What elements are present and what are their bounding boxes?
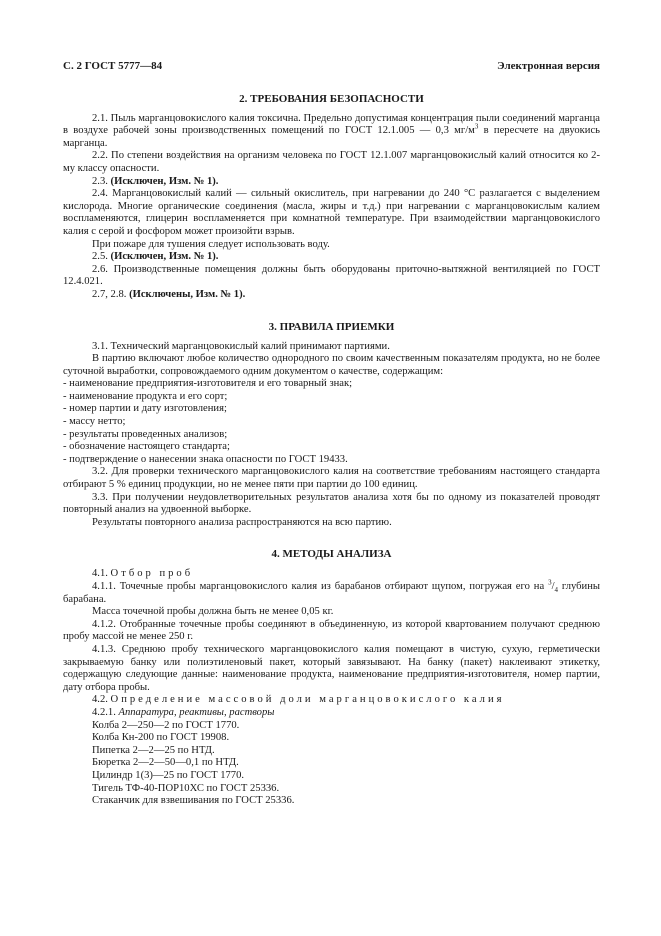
para-4-1-3: 4.1.3. Среднюю пробу технического марганцовокислого калия помещают в чистую, сухую, герметически закрываемую банку или полиэтиленовый пакет, который завязывают. На банку (пакет) наклеивают этикетку, содержащую следующие данные: наименование продукта, наименование предприятия-изготовителя, номер партии, дату отбора пробы. xyxy=(63,643,600,693)
para-4-1: 4.1. Отбор проб xyxy=(92,568,194,580)
para-2-1: 2.1. Пыль марганцовокислого калия токсична. Предельно допустимая концентрация пыли соединений марганца в воздухе рабочей зоны производственных помещений по ГОСТ 12.1.005 — 0,3 $мг/м^3$ в пересчете на двуокись марганца. xyxy=(63,112,600,149)
para-2-6: 2.6. Производственные помещения должны быть оборудованы приточно-вытяжной вентиляцией по ГОСТ 12.4.021. xyxy=(63,263,600,288)
para-3-1-batch: В партию включают любое количество однородного по своим качественным показателям продукта, но не более суточной выработки, сопровождаемого одним документом о качестве, содержащим: xyxy=(63,353,600,377)
list-item: - наименование продукта и его сорт; xyxy=(63,390,228,402)
section-2-title: 2. ТРЕБОВАНИЯ БЕЗОПАСНОСТИ xyxy=(239,92,424,105)
list-item: - подтверждение о нанесении знака опасности по ГОСТ 19433. xyxy=(63,453,348,465)
equipment-item: Пипетка 2—2—25 по НТД. xyxy=(92,744,215,756)
equipment-item: Цилиндр 1(3)—25 по ГОСТ 1770. xyxy=(92,769,245,781)
para-2-7-2-8: 2.7, 2.8. (Исключены, Изм. № 1). xyxy=(92,288,246,300)
header-version: Электронная версия xyxy=(497,60,600,72)
list-item: - обозначение настоящего стандарта; xyxy=(63,441,230,453)
para-2-4: 2.4. Марганцовокислый калий — сильный окислитель, при нагревании до 240 °С разлагается с выделением кислорода. Многие органические соединения (масла, жиры и т.д.) при нагревании с марганцовокислым калием воспламеняются, глицерин воспламеняется при комнатной температуре. При взаимодействии марганцовокислого калия с серой и фосфором может произойти взрыв. xyxy=(63,188,600,237)
section-3-title: 3. ПРАВИЛА ПРИЕМКИ xyxy=(268,320,395,333)
para-4-2-1: 4.2.1. Аппаратура, реактивы, растворы xyxy=(92,706,275,718)
para-2-3: 2.3. (Исключен, Изм. № 1). xyxy=(92,175,219,187)
equipment-item: Тигель ТФ-40-ПОР10ХС по ГОСТ 25336. xyxy=(92,782,280,794)
header-standard-ref: С. 2 ГОСТ 5777—84 xyxy=(63,60,163,72)
equipment-item: Колба 2—250—2 по ГОСТ 1770. xyxy=(92,719,240,731)
para-2-2: 2.2. По степени воздействия на организм человека по ГОСТ 12.1.007 марганцовокислый калий относится ко 2-му классу опасности. xyxy=(63,150,600,174)
para-3-3-result: Результаты повторного анализа распространяются на всю партию. xyxy=(92,516,392,528)
para-4-2: 4.2. Определение массовой доли марганцовокислого калия xyxy=(92,694,505,706)
para-3-2: 3.2. Для проверки технического марганцовокислого калия на соответствие требованиям настоящего стандарта отбирают 5 % единиц продукции, но не менее пяти при партии до 100 единиц. xyxy=(63,466,600,491)
para-4-1-2: 4.1.2. Отобранные точечные пробы соединяют в объединенную, из которой квартованием получают среднюю пробу массой не менее 250 г. xyxy=(63,618,600,643)
page-header xyxy=(63,60,600,73)
section-4-body xyxy=(63,568,600,807)
section-3-body xyxy=(63,341,600,530)
para-4-1-1: 4.1.1. Точечные пробы марганцовокислого калия из барабанов отбирают щупом, погружая его на $^3/_4$ глубины барабана. xyxy=(63,578,601,605)
list-item: - наименование предприятия-изготовителя и его товарный знак; xyxy=(63,378,353,390)
list-item: - номер партии и дату изготовления; xyxy=(63,403,227,415)
para-3-1: 3.1. Технический марганцовокислый калий принимают партиями. xyxy=(92,340,390,352)
section-2-body xyxy=(63,113,600,302)
section-4-title: 4. МЕТОДЫ АНАЛИЗА xyxy=(271,548,392,561)
list-item: - результаты проведенных анализов; xyxy=(63,428,228,440)
equipment-item: Бюретка 2—2—50—0,1 по НТД. xyxy=(92,757,239,769)
equipment-item: Колба Кн-200 по ГОСТ 19908. xyxy=(92,732,230,744)
document-page xyxy=(63,60,600,808)
para-4-1-1-mass: Масса точечной пробы должна быть не менее 0,05 кг. xyxy=(92,606,334,618)
equipment-item: Стаканчик для взвешивания по ГОСТ 25336. xyxy=(92,795,295,807)
para-2-5: 2.5. (Исключен, Изм. № 1). xyxy=(92,251,219,263)
list-item: - массу нетто; xyxy=(63,416,126,428)
para-2-4-fire: При пожаре для тушения следует использовать воду. xyxy=(92,238,330,250)
para-3-3: 3.3. При получении неудовлетворительных результатов анализа хотя бы по одному из показателей проводят повторный анализ на удвоенной выборке. xyxy=(63,491,600,516)
